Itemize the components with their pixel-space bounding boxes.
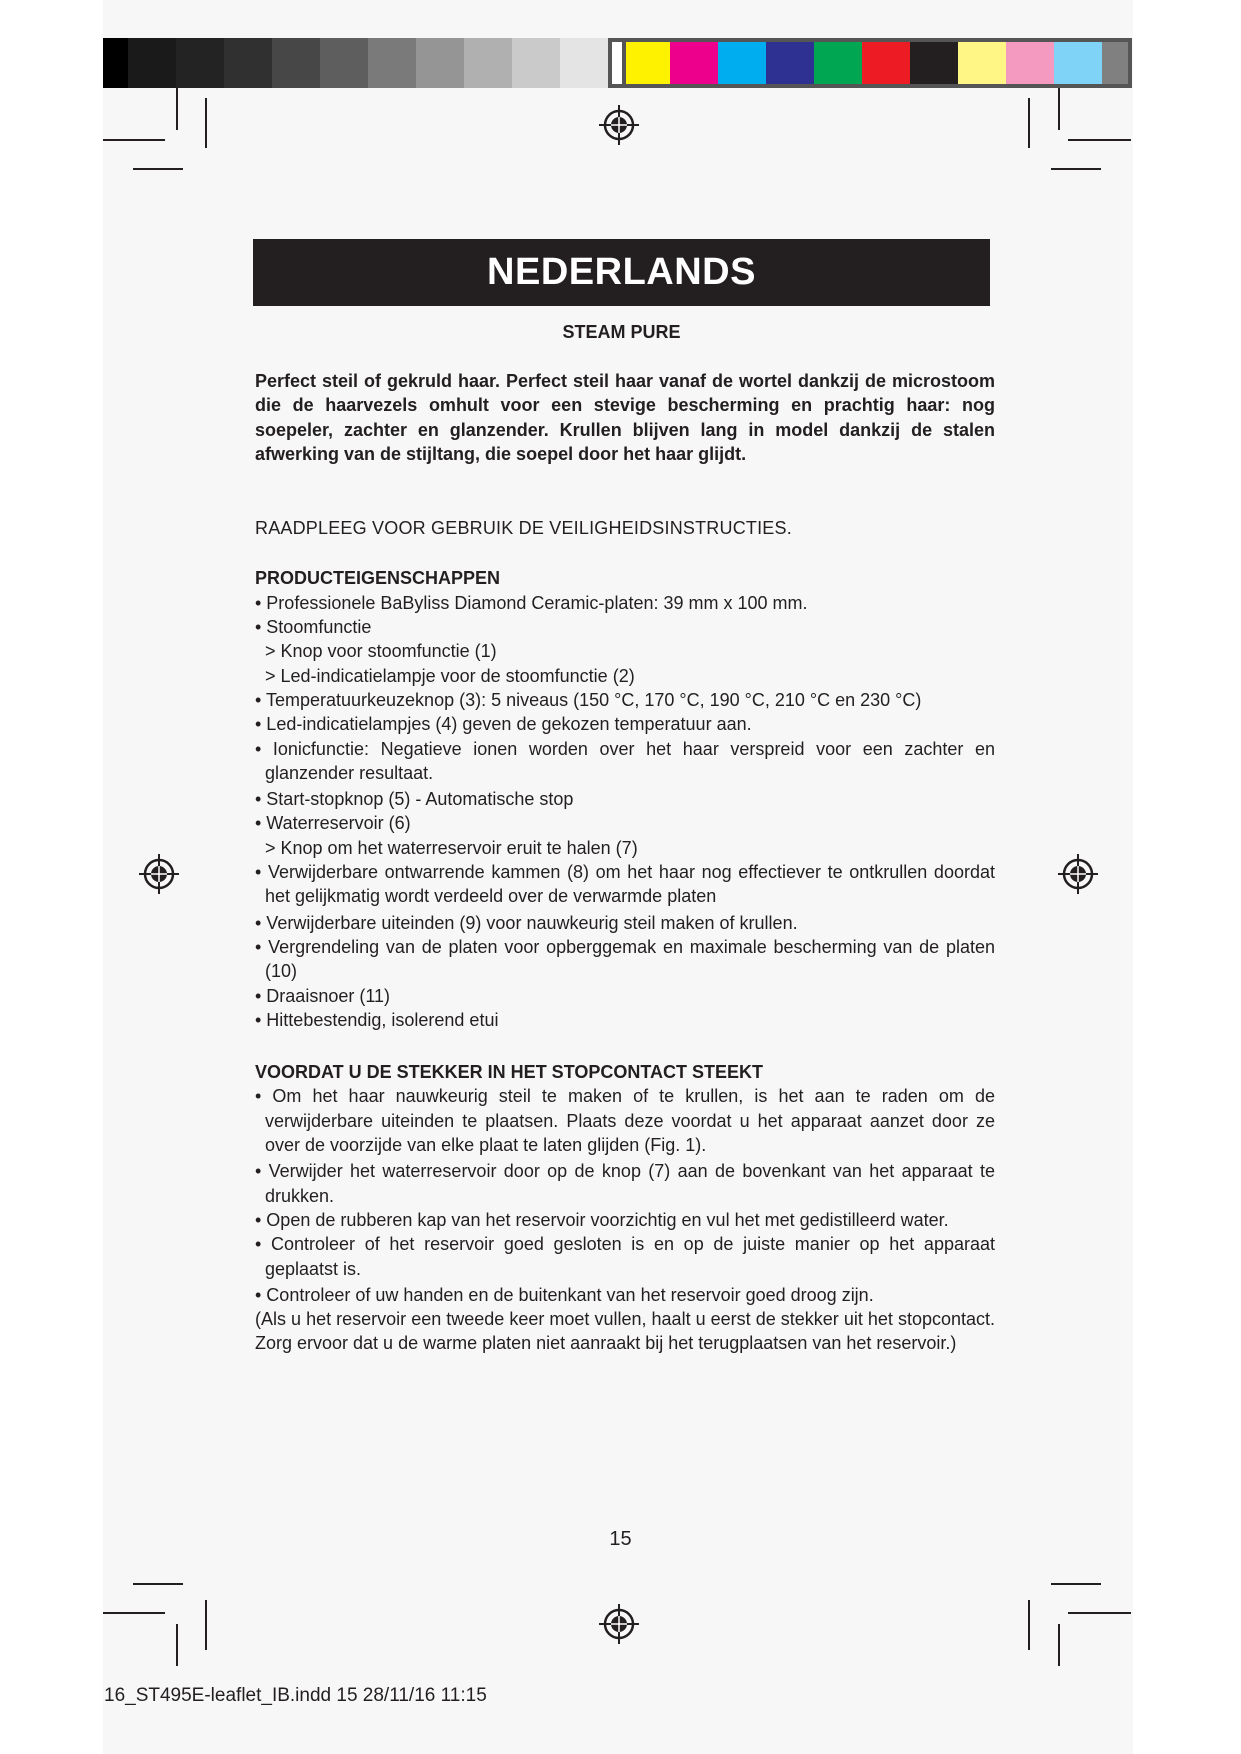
- gray-swatch: [416, 38, 464, 88]
- list-item: • Controleer of het reservoir goed gesloten is en op de juiste manier op het apparaat geplaatst is.: [255, 1234, 995, 1279]
- green-swatch: [814, 42, 862, 84]
- print-slug: 16_ST495E-leaflet_IB.indd 15 28/11/16 11:15: [104, 1685, 487, 1706]
- list-subitem: > Knop om het waterreservoir eruit te halen (7): [265, 837, 638, 858]
- list-item: • Verwijderbare ontwarrende kammen (8) om het haar nog effectiever te ontkrullen doordat het gelijkmatig wordt verdeeld over de verwarmde platen: [255, 862, 995, 907]
- gray-swatch: [176, 38, 224, 88]
- crop-mark: [1028, 98, 1030, 148]
- black-swatch: [910, 42, 958, 84]
- crop-mark: [1068, 139, 1131, 141]
- crop-mark: [133, 168, 183, 170]
- gray-swatch: [224, 38, 272, 88]
- list-item: • Vergrendeling van de platen voor opberggemak en maximale bescherming van de platen (10): [255, 936, 995, 982]
- grayscale-bar: [103, 38, 652, 88]
- gray-swatch: [1102, 42, 1128, 84]
- list-item: • Led-indicatielampjes (4) geven de gekozen temperatuur aan.: [255, 714, 752, 735]
- crop-mark: [1028, 1600, 1030, 1650]
- crop-mark: [1068, 1612, 1131, 1614]
- pink-swatch: [1006, 42, 1054, 84]
- list-item: • Controleer of uw handen en de buitenkant van het reservoir goed droog zijn.: [255, 1284, 874, 1305]
- list-item: • Verwijderbare uiteinden (9) voor nauwkeurig steil maken of krullen.: [255, 912, 798, 933]
- features-list: [255, 591, 995, 1032]
- list-subitem: > Led-indicatielampje voor de stoomfunctie (2): [265, 665, 635, 686]
- before-plugging-list: [255, 1084, 995, 1307]
- light-cyan-swatch: [1054, 42, 1102, 84]
- list-item: • Waterreservoir (6): [255, 813, 411, 834]
- gray-swatch: [272, 38, 320, 88]
- main-content: [255, 369, 995, 1356]
- crop-mark: [103, 1612, 165, 1614]
- page-title: NEDERLANDS: [253, 239, 990, 306]
- crop-mark: [176, 88, 178, 130]
- red-swatch: [862, 42, 910, 84]
- gray-swatch: [368, 38, 416, 88]
- list-subitem: > Knop voor stoomfunctie (1): [265, 641, 497, 662]
- list-item: • Professionele BaByliss Diamond Ceramic-platen: 39 mm x 100 mm.: [255, 592, 808, 613]
- list-item: • Temperatuurkeuzeknop (3): 5 niveaus (150 °C, 170 °C, 190 °C, 210 °C en 230 °C): [255, 689, 922, 710]
- crop-mark: [1051, 168, 1101, 170]
- crop-mark: [1051, 1583, 1101, 1585]
- light-yellow-swatch: [958, 42, 1006, 84]
- gray-swatch: [128, 38, 176, 88]
- product-name: STEAM PURE: [562, 322, 681, 342]
- crop-mark: [205, 1600, 207, 1650]
- gray-swatch: [103, 38, 128, 88]
- list-item: • Open de rubberen kap van het reservoir voorzichtig en vul het met gedistilleerd water.: [255, 1209, 949, 1230]
- features-heading: PRODUCTEIGENSCHAPPEN: [255, 568, 501, 589]
- crop-mark: [205, 98, 207, 148]
- list-item: • Start-stopknop (5) - Automatische stop: [255, 789, 574, 810]
- registration-mark-icon: [137, 852, 181, 896]
- list-item: • Draaisnoer (11): [255, 985, 391, 1006]
- process-color-bar: [622, 38, 1132, 88]
- page-number: 15: [609, 1528, 632, 1550]
- crop-mark: [133, 1583, 183, 1585]
- safety-notice: RAADPLEEG VOOR GEBRUIK DE VEILIGHEIDSINSTRUCTIES.: [255, 518, 792, 539]
- closing-note: (Als u het reservoir een tweede keer moet vullen, haalt u eerst de stekker uit het stopcontact. Zorg ervoor dat u de warme platen niet aanraakt bij het terugplaatsen van het reservoir.): [255, 1309, 995, 1354]
- gray-swatch: [464, 38, 512, 88]
- blue-swatch: [766, 42, 814, 84]
- list-item: • Om het haar nauwkeurig steil te maken of te krullen, is het aan te raden om de verwijderbare uiteinden te plaatsen. Plaats deze voordat u het apparaat aanzet door ze over de voorzijde van elke plaat te laten glijden (Fig. 1).: [255, 1086, 995, 1156]
- list-item: • Verwijder het waterreservoir door op de knop (7) aan de bovenkant van het apparaat te drukken.: [255, 1161, 995, 1206]
- crop-mark: [176, 1624, 178, 1666]
- gray-swatch: [320, 38, 368, 88]
- crop-mark: [1058, 1624, 1060, 1666]
- registration-mark-icon: [597, 103, 641, 147]
- magenta-swatch: [670, 42, 718, 84]
- list-item: • Stoomfunctie: [255, 617, 372, 638]
- list-item: • Hittebestendig, isolerend etui: [255, 1009, 499, 1030]
- cyan-swatch: [718, 42, 766, 84]
- crop-mark: [103, 139, 165, 141]
- yellow-swatch: [626, 42, 670, 84]
- list-item: • Ionicfunctie: Negatieve ionen worden over het haar verspreid voor een zachter en glanzender resultaat.: [255, 738, 995, 783]
- registration-mark-icon: [1056, 852, 1100, 896]
- registration-mark-icon: [597, 1602, 641, 1646]
- crop-mark: [1058, 88, 1060, 130]
- gray-swatch: [560, 38, 608, 88]
- before-plugging-heading: VOORDAT U DE STEKKER IN HET STOPCONTACT STEEKT: [255, 1062, 764, 1083]
- gray-swatch: [512, 38, 560, 88]
- intro-paragraph: Perfect steil of gekruld haar. Perfect steil haar vanaf de wortel dankzij de microstoom die de haarvezels omhult voor een stevige bescherming en prachtig haar: nog soepeler, zachter en glanzender. Krullen blijven lang in model dankzij de stalen afwerking van de stijltang, die soepel door het haar glijdt.: [255, 371, 995, 464]
